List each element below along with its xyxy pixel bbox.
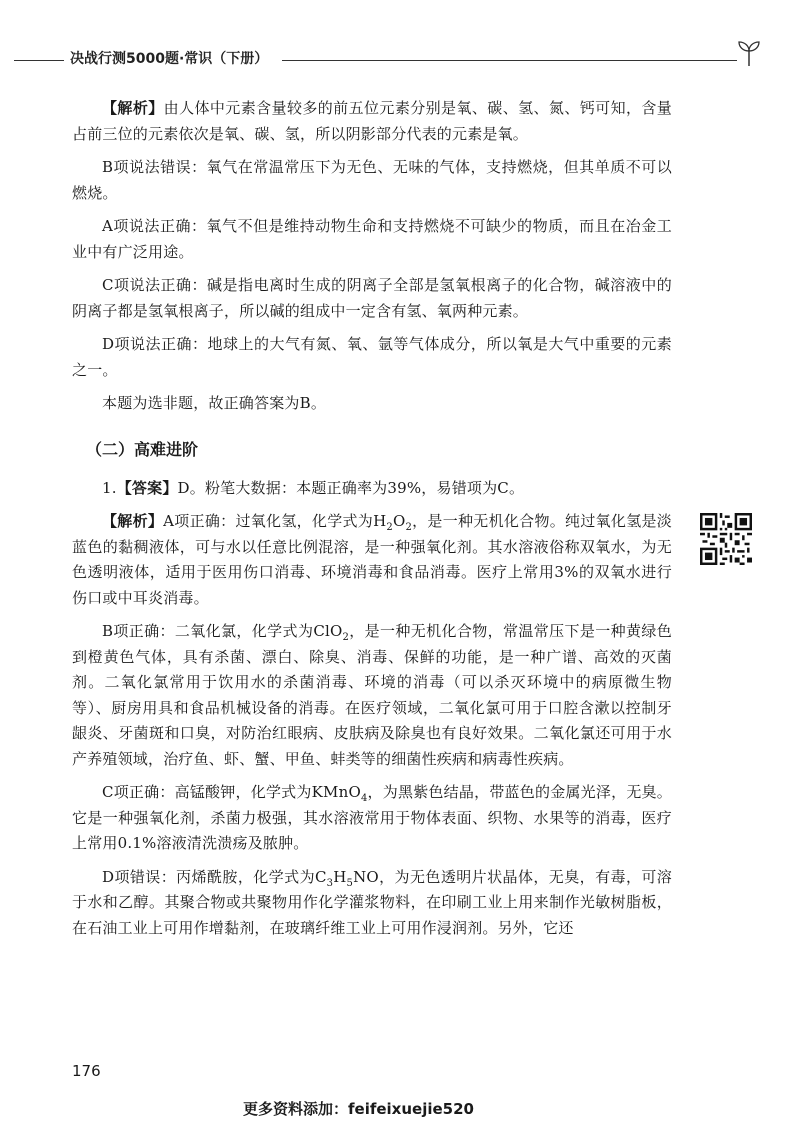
analysis-text: 由人体中元素含量较多的前五位元素分别是氧、碳、氢、氮、钙可知，含量占前三位的元素依次是氧、碳、氢，所以阴影部分代表的元素是氧。 [72,99,672,143]
conclusion-paragraph: 本题为选非题，故正确答案为B。 [102,394,327,412]
footer-note: 更多资料添加：feifeixuejie520 [243,1100,474,1118]
analysis-tag: 【解析】 [102,99,164,117]
text-segment: NO，为无色透明片状晶体，无臭，有毒，可溶于水和乙醇。其聚合物或共聚物用作化学灌浆物料，在印刷工业上用来制作光敏树脂板，在石油工业上可用作增黏剂，在玻璃纤维工业上可用作浸润剂。另外，它还 [72,867,672,937]
header-title: 决战行测5000题·常识（下册） [70,51,269,67]
text-segment: ，是一种无机化合物，常温常压下是一种黄绿色到橙黄色气体，具有杀菌、漂白、除臭、消毒、保鲜的功能，是一种广谱、高效的灭菌剂。二氧化氯常用于饮用水的杀菌消毒、环境的消毒（可以杀灭环境中的病原微生物等）、厨房用具和食品机械设备的消毒。在医疗领域，二氧化氯可用于口腔含漱以控制牙龈炎、牙菌斑和口臭，对防治红眼病、皮肤病及除臭也有良好效果。二氧化氯还可用于水产养殖领域，治疗鱼、虾、蟹、甲鱼、蚌类等的细菌性疾病和病毒性疾病。 [72,622,673,768]
subscript: 2 [342,632,350,643]
item-d-paragraph [72,865,672,942]
answer-tag: 【答案】 [116,478,178,497]
item-b-paragraph [72,619,672,772]
item-c-paragraph [72,780,672,857]
text-segment: H [333,867,347,886]
subscript: 2 [405,522,413,533]
section-heading: （二）高难进阶 [86,439,199,459]
text-segment: D项错误：丙烯酰胺，化学式为C [102,867,327,886]
page-number: 176 [72,1062,101,1080]
option-d-paragraph: D项说法正确：地球上的大气有氮、氧、氩等气体成分，所以氧是大气中重要的元素之一。 [72,335,672,379]
subscript: 5 [346,877,354,889]
header-rule-right [282,60,737,61]
analysis-tag-2: 【解析】 [102,512,164,530]
text-segment: B项正确：二氧化氯，化学式为ClO [102,622,343,640]
question-number: 1. [102,478,117,497]
answer-paragraph [72,476,672,502]
text-segment: C项正确：高锰酸钾，化学式为KMnO [102,783,361,801]
running-header [0,44,800,74]
text-segment: A项正确：过氧化氢，化学式为H [163,512,387,530]
option-a-paragraph: A项说法正确：氧气不但是维持动物生命和支持燃烧不可缺少的物质，而且在冶金工业中有广泛用途。 [72,217,672,261]
option-b-paragraph: B项说法错误：氧气在常温常压下为无色、无味的气体，支持燃烧，但其单质不可以燃烧。 [72,158,672,202]
header-rule-left [14,60,64,61]
text-segment: ，为黑紫色结晶，带蓝色的金属光泽，无臭。它是一种强氧化剂，杀菌力极强，其水溶液常用于物体表面、织物、水果等的消毒，医疗上常用0.1%溶液清洗溃疡及脓肿。 [72,783,672,852]
subscript: 3 [326,877,334,889]
answer-text: D。粉笔大数据：本题正确率为39%，易错项为C。 [177,478,525,497]
subscript: 2 [386,522,393,533]
subscript: 4 [360,793,368,804]
text-segment: ，是一种无机化合物。纯过氧化氢是淡蓝色的黏稠液体，可与水以任意比例混溶，是一种强氧化剂。其水溶液俗称双氧水，为无色透明液体，适用于医用伤口消毒、环境消毒和食品消毒。医疗上常用3%的双氧水进行伤口或中耳炎消毒。 [72,512,672,607]
sprout-icon [735,38,763,68]
analysis-a-paragraph [72,509,672,611]
page-body [72,96,672,949]
text-segment: O [392,512,406,530]
option-c-paragraph: C项说法正确：碱是指电离时生成的阴离子全部是氢氧根离子的化合物，碱溶液中的阴离子都是氢氧根离子，所以碱的组成中一定含有氢、氧两种元素。 [72,276,672,320]
qr-code-icon[interactable] [700,513,752,565]
analysis-paragraph-1 [72,96,672,147]
